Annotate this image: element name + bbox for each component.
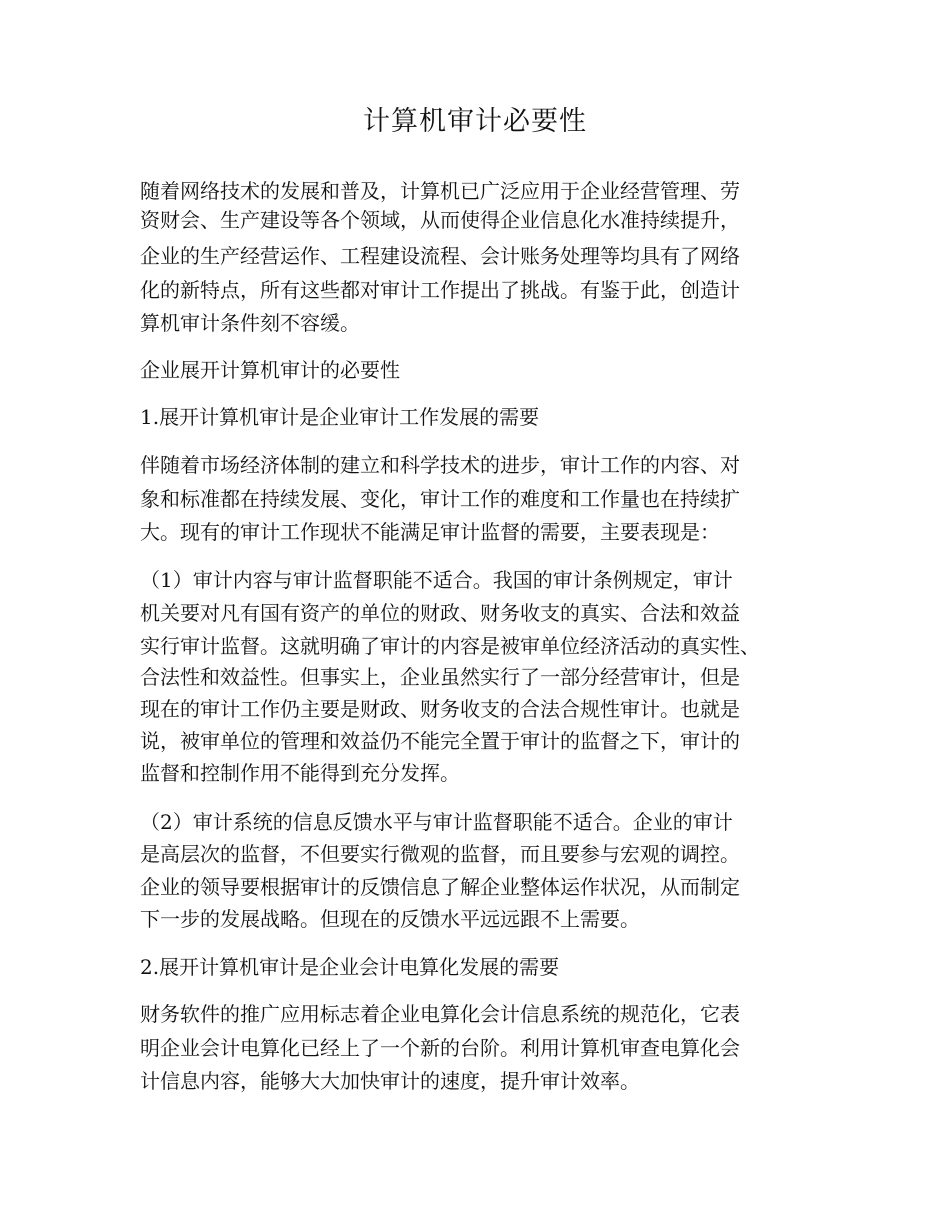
text-line: 随着网络技术的发展和普及，计算机已广泛应用于企业经营管理、劳 <box>140 179 740 203</box>
text-line: 说，被审单位的管理和效益仍不能完全置于审计的监督之下，审计的 <box>140 729 740 753</box>
text-line: 伴随着市场经济体制的建立和科学技术的进步，审计工作的内容、对 <box>140 453 740 477</box>
document-title: 计算机审计必要性 <box>363 106 587 137</box>
text-line: 合法性和效益性。但事实上，企业虽然实行了一部分经营审计，但是 <box>140 665 740 689</box>
text-line: 监督和控制作用不能得到充分发挥。 <box>140 761 460 785</box>
text-line: 是高层次的监督，不但要实行微观的监督，而且要参与宏观的调控。 <box>140 842 740 866</box>
subsection-heading: 1.展开计算机审计是企业审计工作发展的需要 <box>140 405 540 429</box>
text-line: 明企业会计电算化已经上了一个新的台阶。利用计算机审查电算化会 <box>140 1036 740 1060</box>
text-line: 下一步的发展战略。但现在的反馈水平远远跟不上需要。 <box>140 907 640 931</box>
subsection-heading: 2.展开计算机审计是企业会计电算化发展的需要 <box>140 955 560 979</box>
text-line: 企业的领导要根据审计的反馈信息了解企业整体运作状况，从而制定 <box>140 875 740 899</box>
text-line: 算机审计条件刻不容缓。 <box>140 311 360 335</box>
text-line: 实行审计监督。这就明确了审计的内容是被审单位经济活动的真实性、 <box>140 634 760 658</box>
text-line: 财务软件的推广应用标志着企业电算化会计信息系统的规范化，它表 <box>140 1002 740 1026</box>
text-line: 企业的生产经营运作、工程建设流程、会计账务处理等均具有了网络 <box>140 244 740 268</box>
text-line: 现在的审计工作仍主要是财政、财务收支的合法合规性审计。也就是 <box>140 697 740 721</box>
text-line: 大。现有的审计工作现状不能满足审计监督的需要，主要表现是： <box>140 520 720 544</box>
text-line: （2）审计系统的信息反馈水平与审计监督职能不适合。企业的审计 <box>140 810 733 834</box>
text-line: 化的新特点，所有这些都对审计工作提出了挑战。有鉴于此，创造计 <box>140 278 740 302</box>
text-line: 计信息内容，能够大大加快审计的速度，提升审计效率。 <box>140 1069 640 1093</box>
text-line: 象和标准都在持续发展、变化，审计工作的难度和工作量也在持续扩 <box>140 487 740 511</box>
section-heading: 企业展开计算机审计的必要性 <box>140 358 400 382</box>
text-line: 机关要对凡有国有资产的单位的财政、财务收支的真实、合法和效益 <box>140 601 740 625</box>
text-line: （1）审计内容与审计监督职能不适合。我国的审计条例规定，审计 <box>140 568 733 592</box>
text-line: 资财会、生产建设等各个领域，从而使得企业信息化水准持续提升， <box>140 208 740 232</box>
